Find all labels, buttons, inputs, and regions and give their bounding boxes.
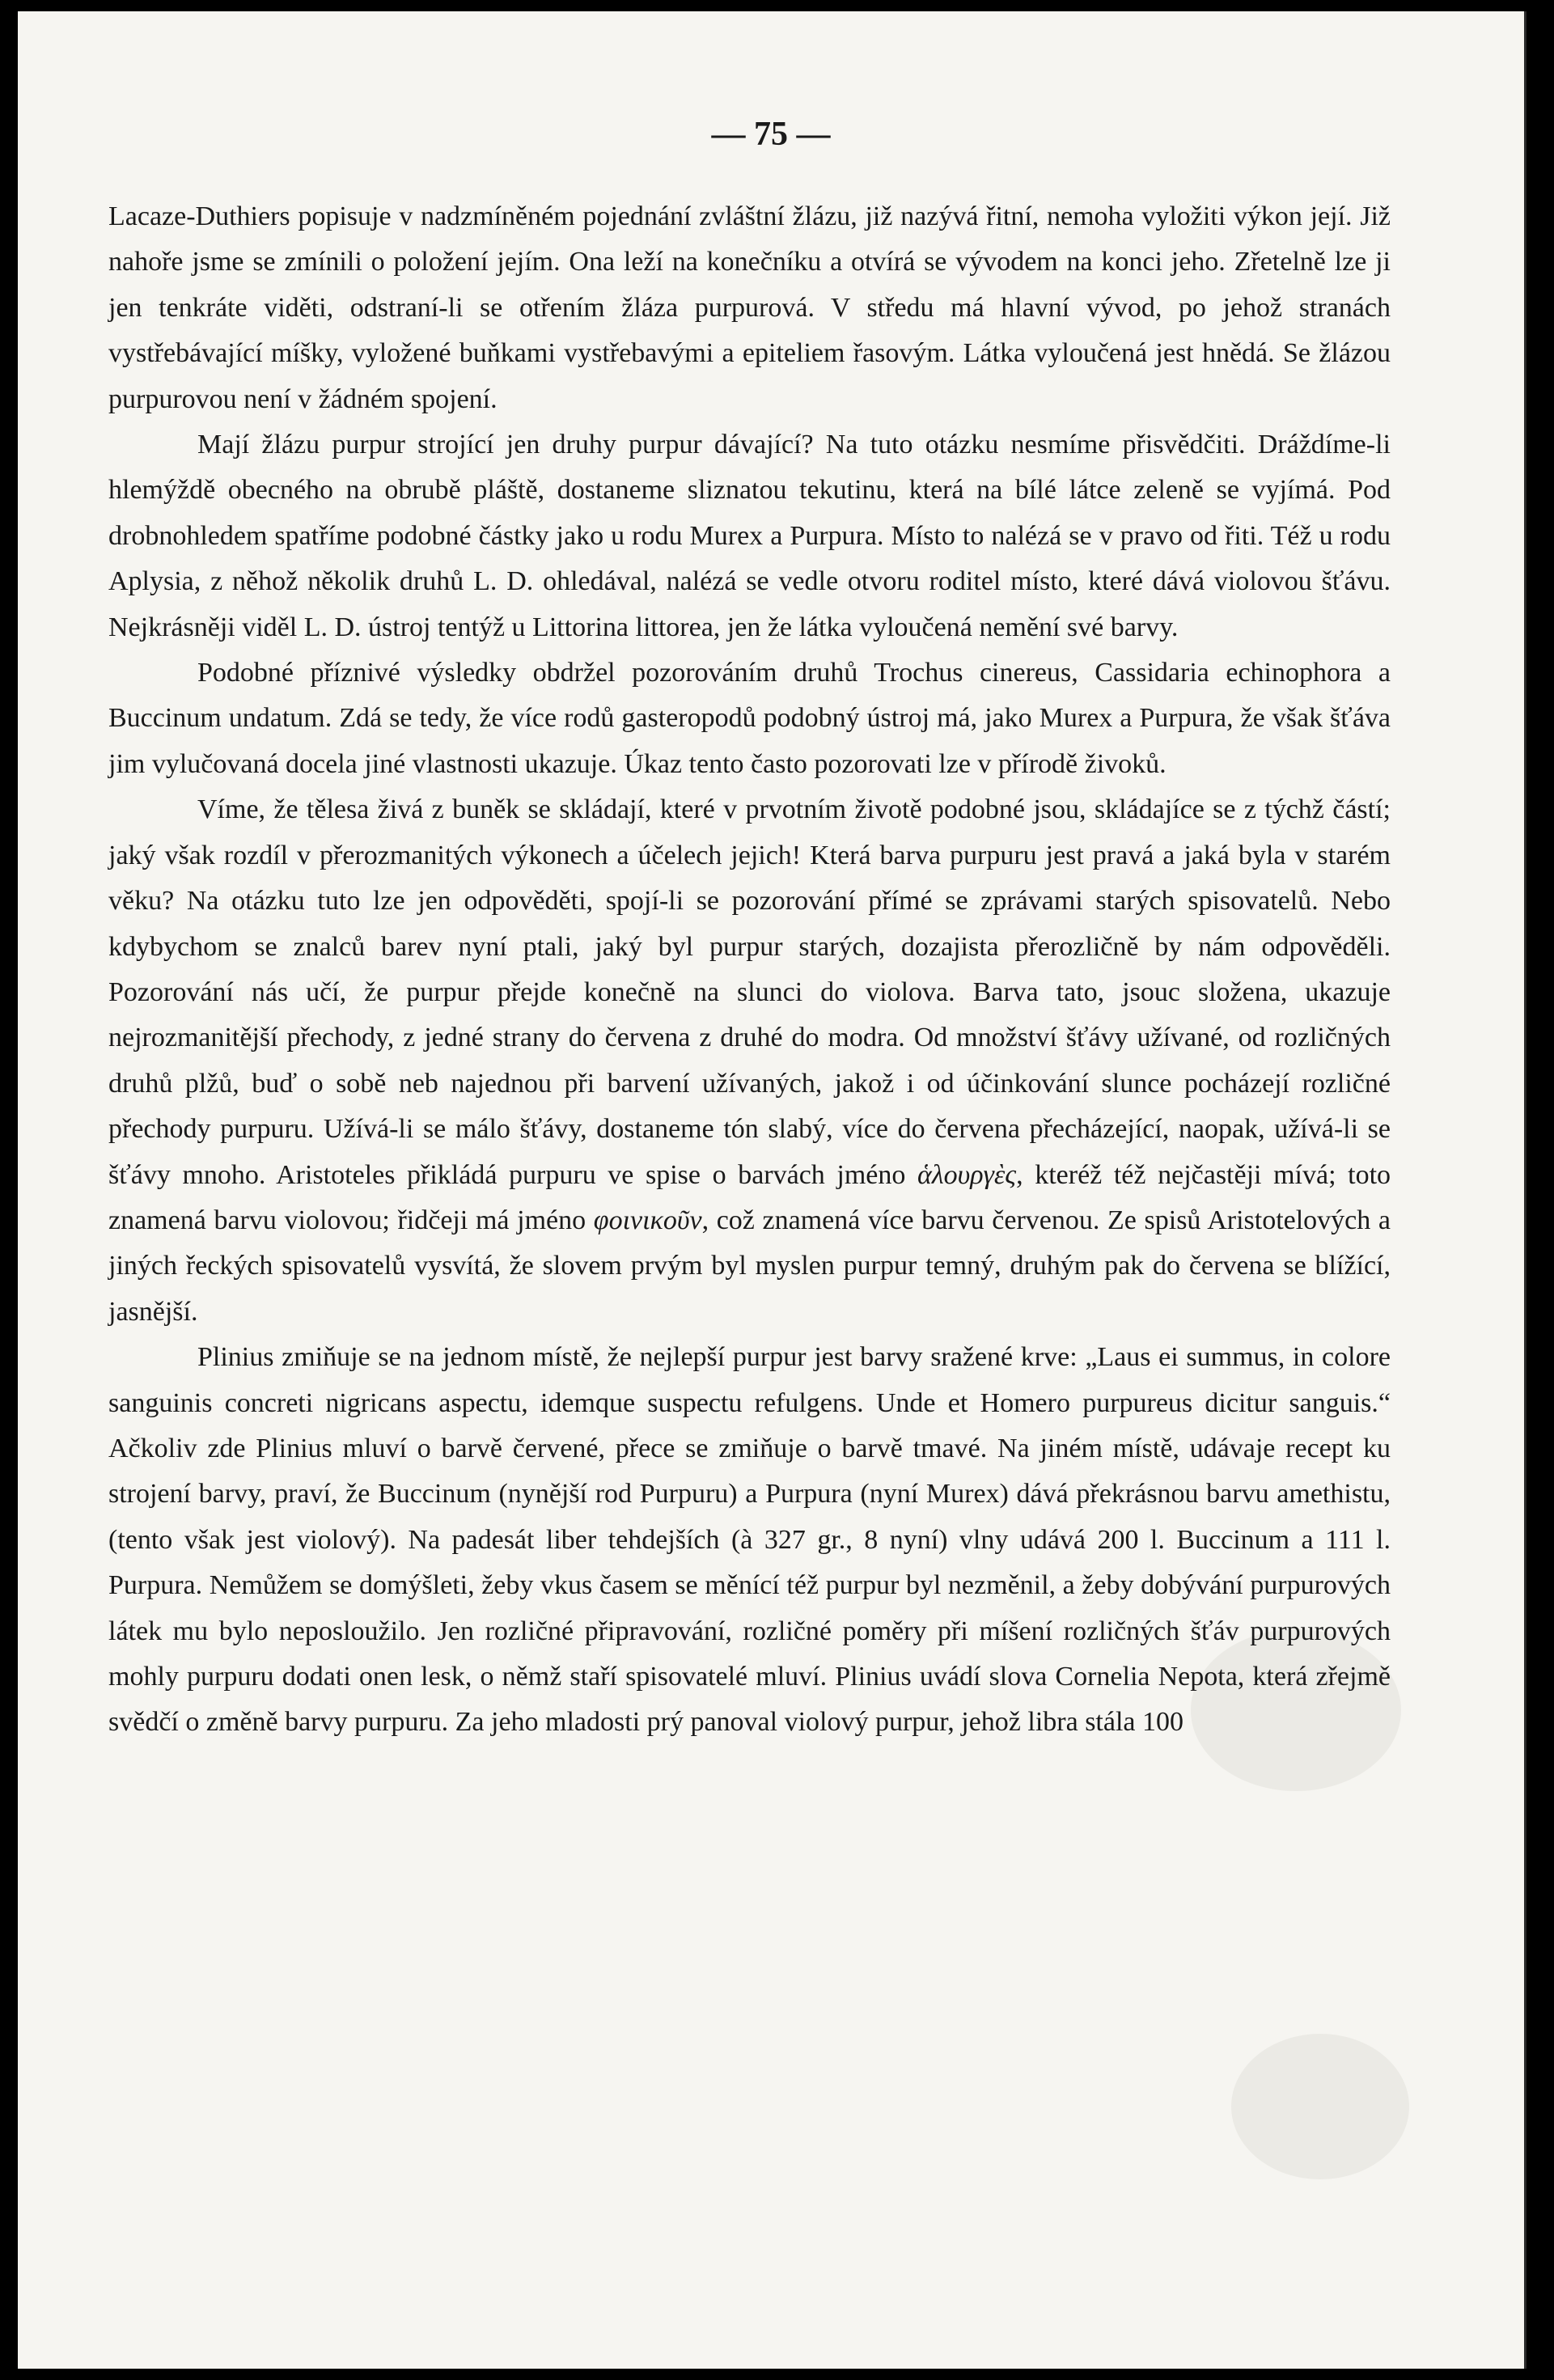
body-text — [108, 194, 1391, 1746]
paragraph-3: Podobné příznivé výsledky obdržel pozorováním druhů Trochus cinereus, Cassidaria echinophora a Buccinum undatum. Zdá se tedy, že více rodů gasteropodů podobný ústroj má, jako Murex a Purpura, že však šťáva jim vylučovaná docela jiné vlastnosti ukazuje. Úkaz tento často pozorovati lze v přírodě živoků. — [108, 658, 1391, 779]
paragraph-1: Lacaze-Duthiers popisuje v nadzmíněném pojednání zvláštní žlázu, již nazývá řitní, nemoha vyložiti výkon její. Již nahoře jsme se zmínili o položení jejím. Ona leží na konečníku a otvírá se vývodem na konci jeho. Zřetelně lze ji jen tenkráte viděti, odstraní-li se otřením žláza purpurová. V středu má hlavní vývod, po jehož stranách vystřebávající míšky, vyložené buňkami vystřebavými a epiteliem řasovým. Látka vyloučená jest hnědá. Se žlázou purpurovou není v žádném spojení. — [108, 201, 1391, 414]
paragraph-5: Plinius zmiňuje se na jednom místě, že nejlepší purpur jest barvy sražené krve: „Laus ei summus, in colore sanguinis concreti nigricans aspectu, idemque suspectu refulgens. Unde et Homero purpureus dicitur sanguis.“ Ačkoliv zde Plinius mluví o barvě červené, přece se zmiňuje o barvě tmavé. Na jiném místě, udávaje recept ku strojení barvy, praví, že Buccinum (nynější rod Purpuru) a Purpura (nyní Murex) dává překrásnou barvu amethistu, (tento však jest violový). Na padesát liber tehdejších (à 327 gr., 8 nyní) vlny udává 200 l. Buccinum a 111 l. Purpura. Nemůžem se domýšleti, žeby vkus časem se měnící též purpur byl nezměnil, a žeby dobývání purpurových látek mu bylo neposloužilo. Jen rozličné připravování, rozličné poměry při míšení rozličných šťáv purpurových mohly purpuru dodati onen lesk, o němž staří spisovatelé mluví. Plinius uvádí slova Cornelia Nepota, která zřejmě svědčí o změně barvy purpuru. Za jeho mladosti prý panoval violový purpur, jehož libra stála 100 — [108, 1342, 1391, 1738]
paragraph-4 — [108, 787, 1391, 1335]
paper-stain — [1231, 2034, 1409, 2179]
paragraph-4-text: Víme, že tělesa živá z buněk se skládají, které v prvotním životě podobné jsou, skládajíce se z týchž částí; jaký však rozdíl v přerozmanitých výkonech a účelech jejich! Která barva purpuru jest pravá a jaká byla v starém věku? Na otázku tuto lze jen odpověděti, spojí-li se pozorování přímé se zprávami starých spisovatelů. Nebo kdybychom se znalců barev nyní ptali, jaký byl purpur starých, dozajista přerozličně by nám odpověděli. Pozorování nás učí, že purpur přejde konečně na slunci do violova. Barva tato, jsouc složena, ukazuje nejrozmanitější přechody, z jedné strany do červena z druhé do modra. Od množství šťávy užívané, od rozličných druhů plžů, buď o sobě neb najednou při barvení užívaných, jakož i od účinkování slunce pocházejí rozličné přechody purpuru. Užívá-li se málo šťávy, dostaneme tón slabý, více do červena přecházející, naopak, užívá-li se šťávy mnoho. Aristoteles přikládá purpuru ve spise o barvách jméno — [108, 794, 1391, 1190]
book-page — [18, 11, 1526, 2369]
greek-term-phoinikoun: φοινικοῦν — [593, 1205, 702, 1235]
greek-term-alourges: ἁλουργὲς — [917, 1159, 1017, 1190]
paragraph-2: Mají žlázu purpur strojící jen druhy purpur dávající? Na tuto otázku nesmíme přisvědčiti. Dráždíme-li hlemýždě obecného na obrubě pláště, dostaneme sliznatou tekutinu, která na bílé látce zeleně se vyjímá. Pod drobnohledem spatříme podobné částky jako u rodu Murex a Purpura. Místo to nalézá se v pravo od řiti. Též u rodu Aplysia, z něhož několik druhů L. D. ohledával, nalézá se vedle otvoru roditel místo, které dává violovou šťávu. Nejkrásněji viděl L. D. ústroj tentýž u Littorina littorea, jen že látka vyloučená nemění své barvy. — [108, 430, 1391, 642]
page-number: — 75 — — [711, 116, 831, 153]
paragraph-4-tail: , což znamená více barvu červenou. Ze spisů Aristotelových a jiných řeckých spisovatelů vysvítá, že slovem prvým byl myslen purpur temný, druhým pak do červena se blížící, jasnější. — [108, 1205, 1391, 1327]
paragraph-4-middle: , kteréž též nejčastěji mívá; toto znamená barvu violovou; řidčeji má jméno — [108, 1159, 1391, 1235]
